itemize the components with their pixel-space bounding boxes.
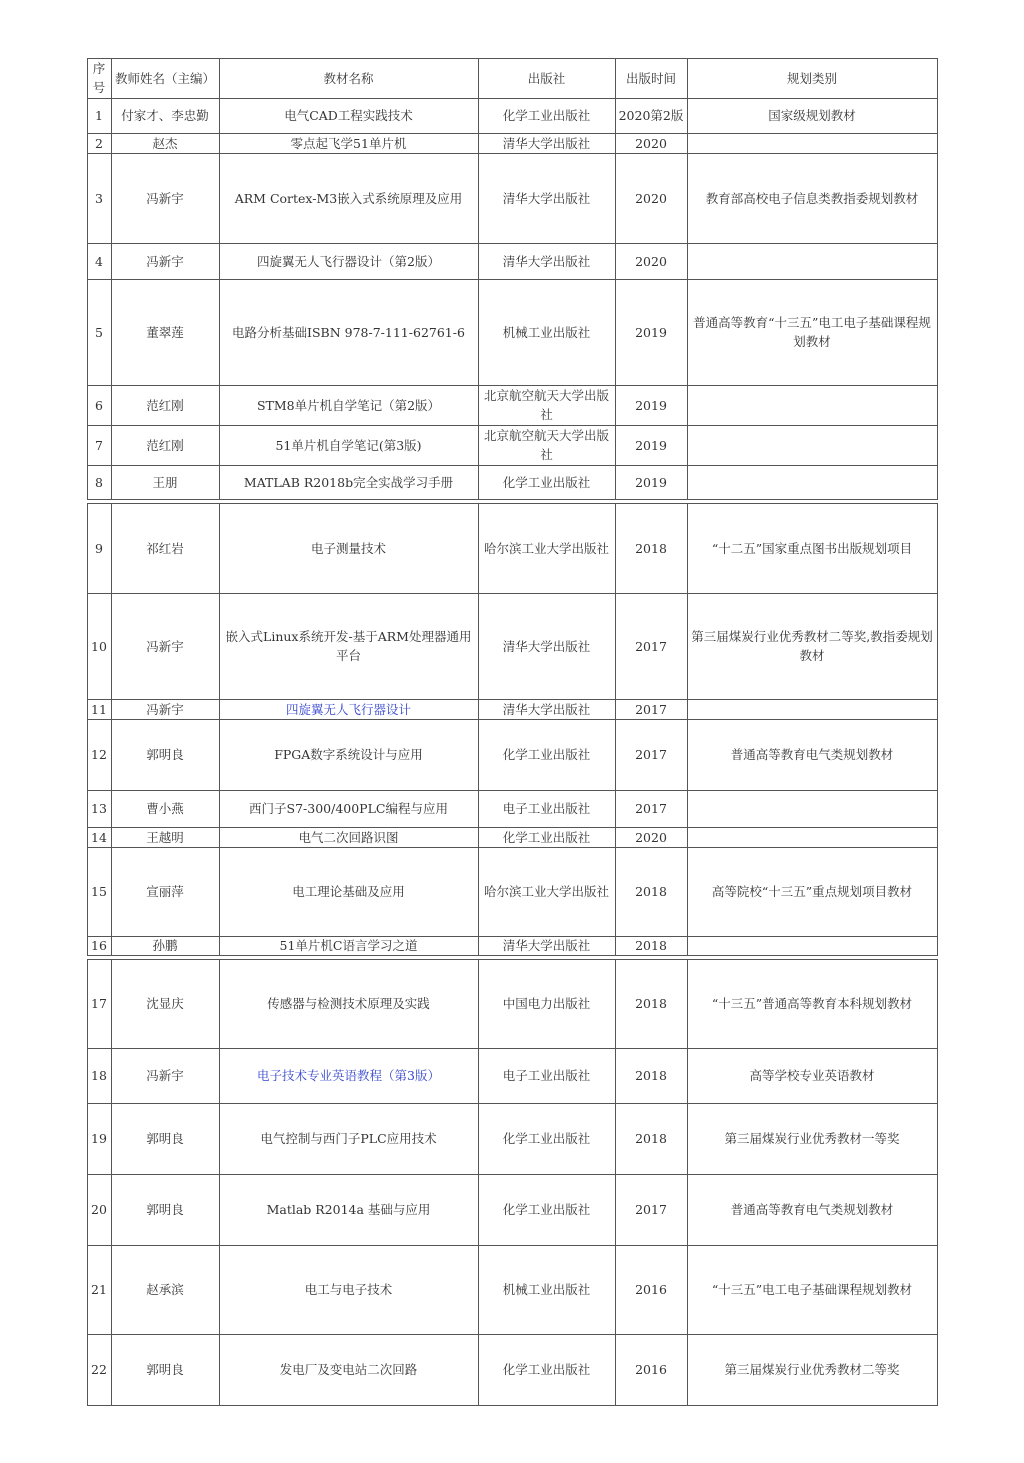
cell-author: 冯新宇 <box>111 593 220 700</box>
cell-year: 2018 <box>615 847 688 937</box>
header-year: 出版时间 <box>615 58 688 99</box>
cell-title: 电工与电子技术 <box>219 1245 479 1335</box>
cell-title: 51单片机C语言学习之道 <box>219 936 479 956</box>
cell-title: 电气控制与西门子PLC应用技术 <box>219 1103 479 1175</box>
cell-year: 2017 <box>615 593 688 700</box>
cell-title: 电路分析基础ISBN 978-7-111-62761-6 <box>219 279 479 386</box>
cell-row-number: 9 <box>87 503 112 594</box>
cell-author: 冯新宇 <box>111 699 220 720</box>
cell-author: 沈显庆 <box>111 959 220 1049</box>
cell-row-number: 13 <box>87 790 112 828</box>
cell-category: 高等院校“十三五”重点规划项目教材 <box>687 847 938 937</box>
cell-year: 2019 <box>615 425 688 466</box>
cell-row-number: 11 <box>87 699 112 720</box>
cell-row-number: 18 <box>87 1048 112 1104</box>
cell-category: “十二五”国家重点图书出版规划项目 <box>687 503 938 594</box>
cell-category: 高等学校专业英语教材 <box>687 1048 938 1104</box>
cell-publisher: 清华大学出版社 <box>478 133 616 154</box>
cell-category <box>687 790 938 828</box>
cell-category <box>687 133 938 154</box>
cell-category: 第三届煤炭行业优秀教材二等奖,教指委规划教材 <box>687 593 938 700</box>
cell-year: 2018 <box>615 936 688 956</box>
cell-author: 付家才、李忠勤 <box>111 98 220 134</box>
cell-publisher: 电子工业出版社 <box>478 790 616 828</box>
cell-title[interactable]: 电子技术专业英语教程（第3版） <box>219 1048 479 1104</box>
cell-author: 冯新宇 <box>111 153 220 244</box>
cell-title: 零点起飞学51单片机 <box>219 133 479 154</box>
cell-author: 赵承滨 <box>111 1245 220 1335</box>
cell-row-number: 15 <box>87 847 112 937</box>
cell-author: 范红刚 <box>111 385 220 426</box>
cell-year: 2018 <box>615 1048 688 1104</box>
cell-author: 郭明良 <box>111 1174 220 1246</box>
cell-row-number: 4 <box>87 243 112 280</box>
cell-publisher: 哈尔滨工业大学出版社 <box>478 503 616 594</box>
cell-publisher: 北京航空航天大学出版社 <box>478 425 616 466</box>
cell-year: 2020 <box>615 827 688 848</box>
cell-category: 第三届煤炭行业优秀教材一等奖 <box>687 1103 938 1175</box>
cell-row-number: 17 <box>87 959 112 1049</box>
cell-year: 2017 <box>615 790 688 828</box>
cell-title: 传感器与检测技术原理及实践 <box>219 959 479 1049</box>
cell-title[interactable]: 四旋翼无人飞行器设计 <box>219 699 479 720</box>
cell-author: 宣丽萍 <box>111 847 220 937</box>
cell-author: 董翠莲 <box>111 279 220 386</box>
cell-category: 教育部高校电子信息类教指委规划教材 <box>687 153 938 244</box>
cell-publisher: 清华大学出版社 <box>478 243 616 280</box>
cell-year: 2017 <box>615 1174 688 1246</box>
cell-category <box>687 827 938 848</box>
cell-category: 国家级规划教材 <box>687 98 938 134</box>
cell-year: 2017 <box>615 699 688 720</box>
cell-row-number: 7 <box>87 425 112 466</box>
cell-category <box>687 936 938 956</box>
cell-year: 2016 <box>615 1245 688 1335</box>
cell-publisher: 化学工业出版社 <box>478 98 616 134</box>
cell-author: 曹小燕 <box>111 790 220 828</box>
cell-author: 孙鹏 <box>111 936 220 956</box>
cell-title: 电气CAD工程实践技术 <box>219 98 479 134</box>
cell-publisher: 哈尔滨工业大学出版社 <box>478 847 616 937</box>
cell-year: 2018 <box>615 959 688 1049</box>
cell-title: 嵌入式Linux系统开发-基于ARM处理器通用平台 <box>219 593 479 700</box>
cell-author: 王朋 <box>111 465 220 500</box>
cell-publisher: 中国电力出版社 <box>478 959 616 1049</box>
cell-publisher: 清华大学出版社 <box>478 936 616 956</box>
cell-publisher: 清华大学出版社 <box>478 153 616 244</box>
cell-year: 2019 <box>615 465 688 500</box>
header-category: 规划类别 <box>687 58 938 99</box>
cell-category: 第三届煤炭行业优秀教材二等奖 <box>687 1334 938 1406</box>
cell-category <box>687 243 938 280</box>
cell-year: 2020第2版 <box>615 98 688 134</box>
cell-category: 普通高等教育“十三五”电工电子基础课程规划教材 <box>687 279 938 386</box>
cell-publisher: 电子工业出版社 <box>478 1048 616 1104</box>
cell-author: 王越明 <box>111 827 220 848</box>
cell-title: 电气二次回路识图 <box>219 827 479 848</box>
cell-publisher: 化学工业出版社 <box>478 1103 616 1175</box>
cell-row-number: 6 <box>87 385 112 426</box>
cell-author: 冯新宇 <box>111 1048 220 1104</box>
cell-title: 西门子S7-300/400PLC编程与应用 <box>219 790 479 828</box>
cell-publisher: 化学工业出版社 <box>478 827 616 848</box>
cell-category <box>687 465 938 500</box>
cell-category <box>687 699 938 720</box>
cell-author: 赵杰 <box>111 133 220 154</box>
cell-category <box>687 385 938 426</box>
cell-row-number: 5 <box>87 279 112 386</box>
header-author: 教师姓名（主编） <box>111 58 220 99</box>
cell-title: 电工理论基础及应用 <box>219 847 479 937</box>
cell-row-number: 16 <box>87 936 112 956</box>
cell-row-number: 12 <box>87 719 112 791</box>
cell-publisher: 化学工业出版社 <box>478 1334 616 1406</box>
cell-row-number: 1 <box>87 98 112 134</box>
cell-row-number: 21 <box>87 1245 112 1335</box>
cell-title: ARM Cortex-M3嵌入式系统原理及应用 <box>219 153 479 244</box>
cell-publisher: 清华大学出版社 <box>478 699 616 720</box>
cell-author: 祁红岩 <box>111 503 220 594</box>
header-row-number: 序号 <box>87 58 112 99</box>
cell-year: 2018 <box>615 503 688 594</box>
cell-row-number: 8 <box>87 465 112 500</box>
cell-publisher: 化学工业出版社 <box>478 465 616 500</box>
cell-title: STM8单片机自学笔记（第2版） <box>219 385 479 426</box>
cell-title: Matlab R2014a 基础与应用 <box>219 1174 479 1246</box>
cell-category: “十三五”电工电子基础课程规划教材 <box>687 1245 938 1335</box>
cell-year: 2020 <box>615 243 688 280</box>
cell-row-number: 22 <box>87 1334 112 1406</box>
cell-title: 四旋翼无人飞行器设计（第2版） <box>219 243 479 280</box>
cell-title: MATLAB R2018b完全实战学习手册 <box>219 465 479 500</box>
cell-author: 郭明良 <box>111 1103 220 1175</box>
cell-row-number: 2 <box>87 133 112 154</box>
cell-year: 2020 <box>615 153 688 244</box>
cell-row-number: 3 <box>87 153 112 244</box>
cell-row-number: 20 <box>87 1174 112 1246</box>
cell-title: 发电厂及变电站二次回路 <box>219 1334 479 1406</box>
header-publisher: 出版社 <box>478 58 616 99</box>
cell-title: 电子测量技术 <box>219 503 479 594</box>
cell-title: FPGA数字系统设计与应用 <box>219 719 479 791</box>
cell-title: 51单片机自学笔记(第3版) <box>219 425 479 466</box>
cell-author: 郭明良 <box>111 719 220 791</box>
cell-publisher: 化学工业出版社 <box>478 1174 616 1246</box>
header-title: 教材名称 <box>219 58 479 99</box>
cell-year: 2019 <box>615 385 688 426</box>
cell-year: 2020 <box>615 133 688 154</box>
cell-author: 范红刚 <box>111 425 220 466</box>
cell-row-number: 19 <box>87 1103 112 1175</box>
cell-year: 2019 <box>615 279 688 386</box>
cell-publisher: 机械工业出版社 <box>478 279 616 386</box>
cell-category: 普通高等教育电气类规划教材 <box>687 719 938 791</box>
cell-category: “十三五”普通高等教育本科规划教材 <box>687 959 938 1049</box>
cell-publisher: 清华大学出版社 <box>478 593 616 700</box>
cell-year: 2017 <box>615 719 688 791</box>
cell-publisher: 化学工业出版社 <box>478 719 616 791</box>
cell-author: 郭明良 <box>111 1334 220 1406</box>
cell-publisher: 机械工业出版社 <box>478 1245 616 1335</box>
cell-category: 普通高等教育电气类规划教材 <box>687 1174 938 1246</box>
cell-year: 2016 <box>615 1334 688 1406</box>
cell-row-number: 10 <box>87 593 112 700</box>
cell-year: 2018 <box>615 1103 688 1175</box>
cell-publisher: 北京航空航天大学出版社 <box>478 385 616 426</box>
cell-category <box>687 425 938 466</box>
cell-row-number: 14 <box>87 827 112 848</box>
cell-author: 冯新宇 <box>111 243 220 280</box>
